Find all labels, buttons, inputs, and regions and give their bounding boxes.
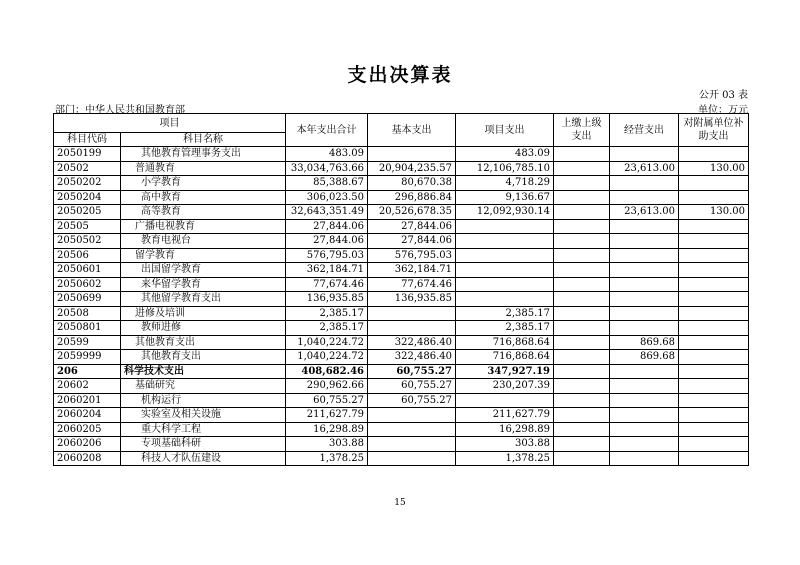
- cell-name: 机构运行: [121, 393, 286, 408]
- cell-business: [610, 393, 679, 408]
- header-code: 科目代码: [54, 133, 121, 147]
- header-business: 经营支出: [610, 114, 679, 147]
- expenditure-table: [53, 113, 749, 466]
- table-row: [54, 205, 749, 220]
- cell-basic: 77,674.46: [368, 277, 456, 292]
- cell-subsidy: [679, 451, 749, 466]
- cell-subsidy: [679, 350, 749, 365]
- cell-total: 33,034,763.66: [286, 161, 368, 176]
- cell-name: 其他留学教育支出: [121, 292, 286, 307]
- cell-basic: 576,795.03: [368, 248, 456, 263]
- cell-project: 4,718.29: [456, 176, 554, 191]
- cell-total: 32,643,351.49: [286, 205, 368, 220]
- cell-total: 1,378.25: [286, 451, 368, 466]
- table-body: [54, 147, 749, 466]
- department-label: 部门：中华人民共和国教育部: [55, 105, 185, 116]
- cell-project: 211,627.79: [456, 408, 554, 423]
- cell-total: 211,627.79: [286, 408, 368, 423]
- header-name: 科目名称: [121, 133, 286, 147]
- table-row: [54, 335, 749, 350]
- cell-remit: [554, 379, 610, 394]
- cell-total: 303.88: [286, 437, 368, 452]
- cell-name: 留学教育: [121, 248, 286, 263]
- cell-basic: [368, 147, 456, 162]
- cell-basic: 60,755.27: [368, 393, 456, 408]
- cell-total: 77,674.46: [286, 277, 368, 292]
- cell-project: [456, 277, 554, 292]
- cell-subsidy: 130.00: [679, 161, 749, 176]
- cell-name: 广播电视教育: [121, 219, 286, 234]
- cell-project: 483.09: [456, 147, 554, 162]
- page-number: 15: [394, 498, 406, 508]
- cell-code: 2060206: [54, 437, 121, 452]
- cell-name: 专项基础科研: [121, 437, 286, 452]
- cell-code: 2050801: [54, 321, 121, 336]
- cell-business: 869.68: [610, 350, 679, 365]
- table-row: [54, 321, 749, 336]
- cell-name: 其他教育管理事务支出: [121, 147, 286, 162]
- table-row: [54, 277, 749, 292]
- cell-project: 9,136.67: [456, 190, 554, 205]
- cell-business: [610, 277, 679, 292]
- cell-basic: [368, 437, 456, 452]
- cell-subsidy: [679, 248, 749, 263]
- cell-name: 重大科学工程: [121, 422, 286, 437]
- table-row: [54, 422, 749, 437]
- table-row: [54, 219, 749, 234]
- cell-name: 小学教育: [121, 176, 286, 191]
- cell-remit: [554, 205, 610, 220]
- header-total: 本年支出合计: [286, 114, 368, 147]
- cell-project: [456, 393, 554, 408]
- cell-basic: [368, 451, 456, 466]
- table-row: [54, 161, 749, 176]
- cell-code: 2050601: [54, 263, 121, 278]
- cell-remit: [554, 422, 610, 437]
- cell-project: 12,092,930.14: [456, 205, 554, 220]
- cell-remit: [554, 292, 610, 307]
- cell-name: 基础研究: [121, 379, 286, 394]
- cell-subsidy: [679, 408, 749, 423]
- cell-subsidy: [679, 437, 749, 452]
- cell-total: 2,385.17: [286, 306, 368, 321]
- cell-project: 1,378.25: [456, 451, 554, 466]
- table-row: [54, 292, 749, 307]
- cell-total: 362,184.71: [286, 263, 368, 278]
- table-row: [54, 234, 749, 249]
- cell-total: 27,844.06: [286, 234, 368, 249]
- cell-project: 2,385.17: [456, 306, 554, 321]
- cell-remit: [554, 437, 610, 452]
- cell-basic: 60,755.27: [368, 379, 456, 394]
- cell-business: [610, 292, 679, 307]
- cell-remit: [554, 234, 610, 249]
- cell-project: [456, 292, 554, 307]
- table-header: [54, 114, 749, 147]
- cell-total: 483.09: [286, 147, 368, 162]
- cell-business: [610, 234, 679, 249]
- cell-total: 1,040,224.72: [286, 335, 368, 350]
- cell-subsidy: [679, 306, 749, 321]
- cell-code: 2050199: [54, 147, 121, 162]
- cell-subsidy: [679, 379, 749, 394]
- cell-total: 27,844.06: [286, 219, 368, 234]
- cell-project: 12,106,785.10: [456, 161, 554, 176]
- cell-name: 出国留学教育: [121, 263, 286, 278]
- cell-project: 303.88: [456, 437, 554, 452]
- cell-basic: 136,935.85: [368, 292, 456, 307]
- cell-project: 347,927.19: [456, 364, 554, 379]
- cell-remit: [554, 190, 610, 205]
- header-item: 项目: [54, 114, 286, 133]
- cell-subsidy: [679, 277, 749, 292]
- cell-code: 20505: [54, 219, 121, 234]
- cell-remit: [554, 393, 610, 408]
- cell-total: 290,962.66: [286, 379, 368, 394]
- table-row: [54, 248, 749, 263]
- cell-business: [610, 147, 679, 162]
- cell-code: 2059999: [54, 350, 121, 365]
- cell-business: [610, 422, 679, 437]
- cell-remit: [554, 321, 610, 336]
- cell-basic: [368, 422, 456, 437]
- cell-business: [610, 263, 679, 278]
- cell-remit: [554, 263, 610, 278]
- table-row: [54, 393, 749, 408]
- cell-code: 2060204: [54, 408, 121, 423]
- cell-business: [610, 379, 679, 394]
- cell-code: 206: [54, 364, 121, 379]
- cell-project: [456, 219, 554, 234]
- cell-name: 科学技术支出: [121, 364, 286, 379]
- table-row: [54, 451, 749, 466]
- cell-subsidy: [679, 292, 749, 307]
- cell-code: 20508: [54, 306, 121, 321]
- cell-total: 60,755.27: [286, 393, 368, 408]
- cell-subsidy: [679, 147, 749, 162]
- cell-project: [456, 234, 554, 249]
- table-row: [54, 408, 749, 423]
- cell-name: 科技人才队伍建设: [121, 451, 286, 466]
- cell-business: [610, 364, 679, 379]
- table-row: [54, 350, 749, 365]
- cell-project: [456, 248, 554, 263]
- cell-subsidy: [679, 335, 749, 350]
- cell-remit: [554, 335, 610, 350]
- cell-total: 136,935.85: [286, 292, 368, 307]
- cell-basic: [368, 408, 456, 423]
- cell-name: 其他教育支出: [121, 335, 286, 350]
- cell-business: [610, 190, 679, 205]
- cell-project: 16,298.89: [456, 422, 554, 437]
- cell-code: 20502: [54, 161, 121, 176]
- form-number: 公开 03 表: [698, 90, 748, 101]
- cell-code: 2050202: [54, 176, 121, 191]
- cell-subsidy: [679, 422, 749, 437]
- cell-subsidy: 130.00: [679, 205, 749, 220]
- cell-remit: [554, 277, 610, 292]
- cell-business: [610, 451, 679, 466]
- cell-business: [610, 248, 679, 263]
- cell-subsidy: [679, 321, 749, 336]
- table-row: [54, 147, 749, 162]
- cell-project: [456, 263, 554, 278]
- cell-business: [610, 437, 679, 452]
- cell-code: 20506: [54, 248, 121, 263]
- cell-subsidy: [679, 393, 749, 408]
- cell-remit: [554, 408, 610, 423]
- cell-name: 实验室及相关设施: [121, 408, 286, 423]
- cell-basic: 322,486.40: [368, 335, 456, 350]
- cell-total: 16,298.89: [286, 422, 368, 437]
- cell-business: [610, 219, 679, 234]
- table-row: [54, 263, 749, 278]
- cell-remit: [554, 147, 610, 162]
- cell-subsidy: [679, 176, 749, 191]
- cell-total: 576,795.03: [286, 248, 368, 263]
- cell-code: 2050699: [54, 292, 121, 307]
- header-remit: 上缴上级支出: [554, 114, 610, 147]
- header-basic: 基本支出: [368, 114, 456, 147]
- cell-code: 2060208: [54, 451, 121, 466]
- cell-code: 2050602: [54, 277, 121, 292]
- cell-name: 进修及培训: [121, 306, 286, 321]
- cell-code: 2060201: [54, 393, 121, 408]
- table-row: [54, 364, 749, 379]
- cell-project: 230,207.39: [456, 379, 554, 394]
- cell-basic: 296,886.84: [368, 190, 456, 205]
- cell-code: 2050205: [54, 205, 121, 220]
- cell-business: [610, 321, 679, 336]
- cell-remit: [554, 161, 610, 176]
- cell-name: 其他教育支出: [121, 350, 286, 365]
- cell-remit: [554, 306, 610, 321]
- cell-basic: 80,670.38: [368, 176, 456, 191]
- table-row: [54, 176, 749, 191]
- cell-basic: 60,755.27: [368, 364, 456, 379]
- cell-code: 2050204: [54, 190, 121, 205]
- cell-remit: [554, 350, 610, 365]
- unit-label: 单位：万元: [698, 105, 748, 116]
- cell-basic: 27,844.06: [368, 219, 456, 234]
- cell-remit: [554, 176, 610, 191]
- cell-business: [610, 306, 679, 321]
- table-row: [54, 437, 749, 452]
- cell-remit: [554, 451, 610, 466]
- cell-total: 2,385.17: [286, 321, 368, 336]
- cell-total: 85,388.67: [286, 176, 368, 191]
- cell-basic: 20,526,678.35: [368, 205, 456, 220]
- cell-basic: 20,904,235.57: [368, 161, 456, 176]
- page-title: 支出决算表: [347, 64, 453, 86]
- cell-project: 716,868.64: [456, 335, 554, 350]
- cell-name: 教育电视台: [121, 234, 286, 249]
- cell-code: 2050502: [54, 234, 121, 249]
- cell-code: 20602: [54, 379, 121, 394]
- cell-business: 23,613.00: [610, 205, 679, 220]
- cell-project: 716,868.64: [456, 350, 554, 365]
- cell-business: 869.68: [610, 335, 679, 350]
- cell-name: 高中教育: [121, 190, 286, 205]
- table-row: [54, 190, 749, 205]
- cell-basic: [368, 321, 456, 336]
- cell-code: 2060205: [54, 422, 121, 437]
- cell-subsidy: [679, 263, 749, 278]
- cell-project: 2,385.17: [456, 321, 554, 336]
- cell-name: 普通教育: [121, 161, 286, 176]
- cell-subsidy: [679, 234, 749, 249]
- cell-total: 1,040,224.72: [286, 350, 368, 365]
- cell-subsidy: [679, 190, 749, 205]
- header-subsidy: 对附属单位补助支出: [679, 114, 749, 147]
- cell-total: 306,023.50: [286, 190, 368, 205]
- header-project: 项目支出: [456, 114, 554, 147]
- cell-name: 教师进修: [121, 321, 286, 336]
- cell-business: [610, 408, 679, 423]
- cell-basic: [368, 306, 456, 321]
- cell-subsidy: [679, 364, 749, 379]
- cell-subsidy: [679, 219, 749, 234]
- cell-basic: 322,486.40: [368, 350, 456, 365]
- cell-name: 高等教育: [121, 205, 286, 220]
- cell-name: 来华留学教育: [121, 277, 286, 292]
- cell-total: 408,682.46: [286, 364, 368, 379]
- cell-remit: [554, 248, 610, 263]
- cell-business: [610, 176, 679, 191]
- cell-basic: 362,184.71: [368, 263, 456, 278]
- cell-remit: [554, 219, 610, 234]
- cell-business: 23,613.00: [610, 161, 679, 176]
- cell-code: 20599: [54, 335, 121, 350]
- table-row: [54, 306, 749, 321]
- cell-remit: [554, 364, 610, 379]
- cell-basic: 27,844.06: [368, 234, 456, 249]
- table-row: [54, 379, 749, 394]
